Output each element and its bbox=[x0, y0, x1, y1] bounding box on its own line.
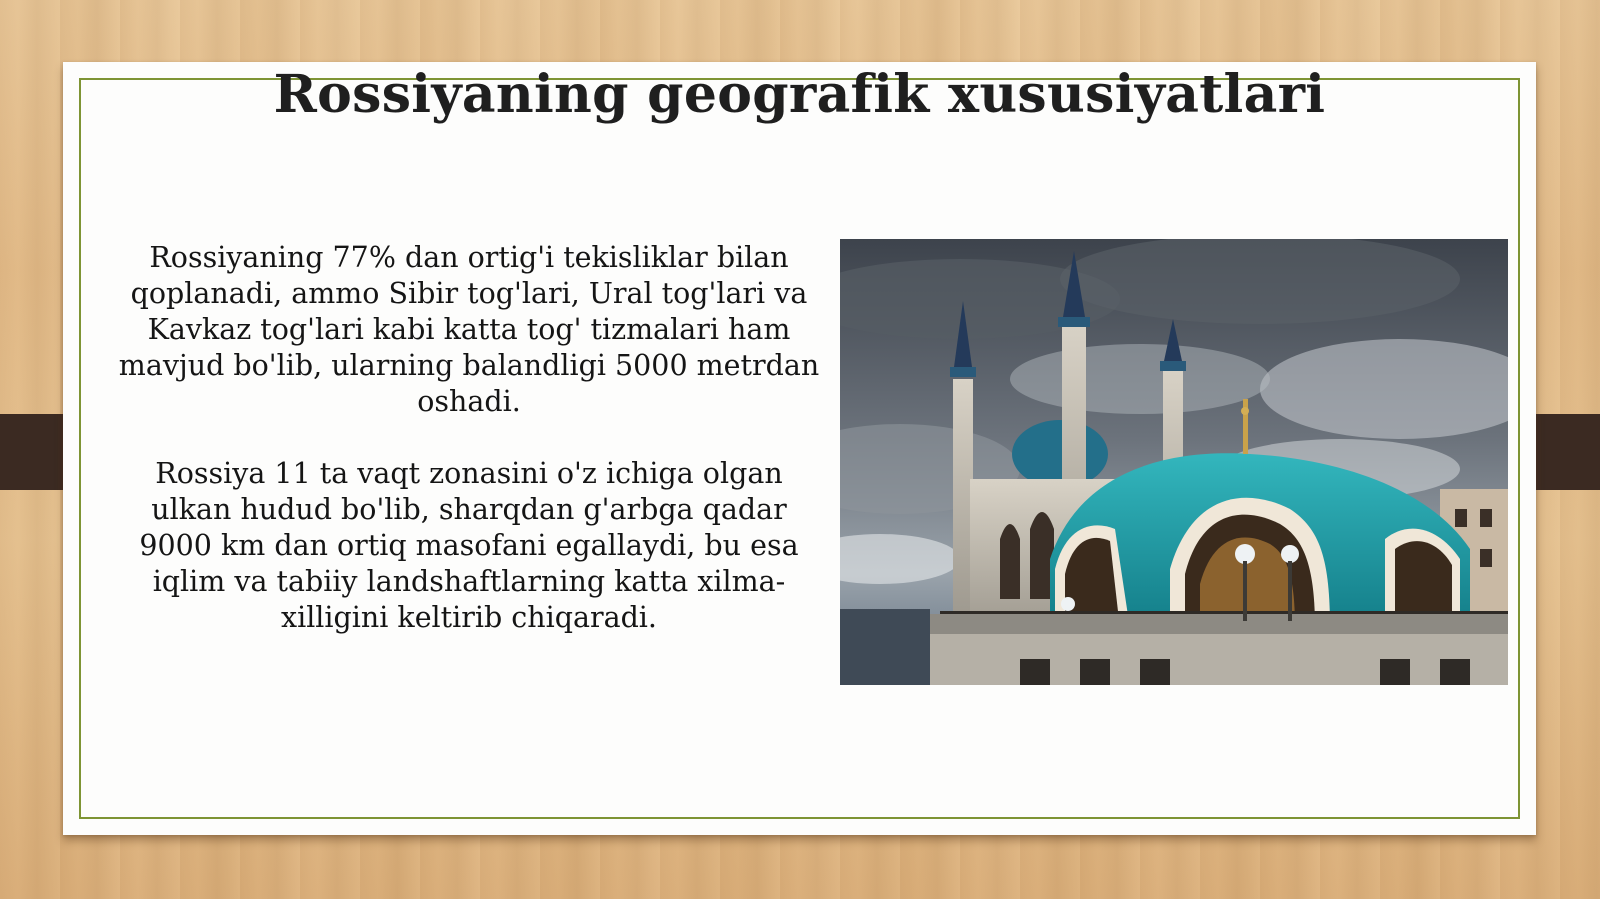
slide-card bbox=[63, 62, 1536, 835]
mosque-photo bbox=[840, 239, 1508, 685]
paragraph-2: Rossiya 11 ta vaqt zonasini o'z ichiga olgan ulkan hudud bo'lib, sharqdan g'arbga qadar 9000 km dan ortiq masofani egallaydi, bu esa iqlim va tabiiy landshaftlarning katta xilma-xilligini keltirib chiqaradi. bbox=[139, 457, 799, 634]
mosque-illustration bbox=[840, 239, 1508, 685]
paragraph-1: Rossiyaning 77% dan ortig'i tekisliklar bilan qoplanadi, ammo Sibir tog'lari, Ural tog'lari va Kavkaz tog'lari kabi katta tog' tizmalari ham mavjud bo'lib, ularning balandligi 5000 metrdan oshadi. bbox=[118, 241, 820, 418]
body-text bbox=[113, 240, 825, 636]
slide-title: Rossiyaning geografik xususiyatlari bbox=[273, 64, 1326, 125]
